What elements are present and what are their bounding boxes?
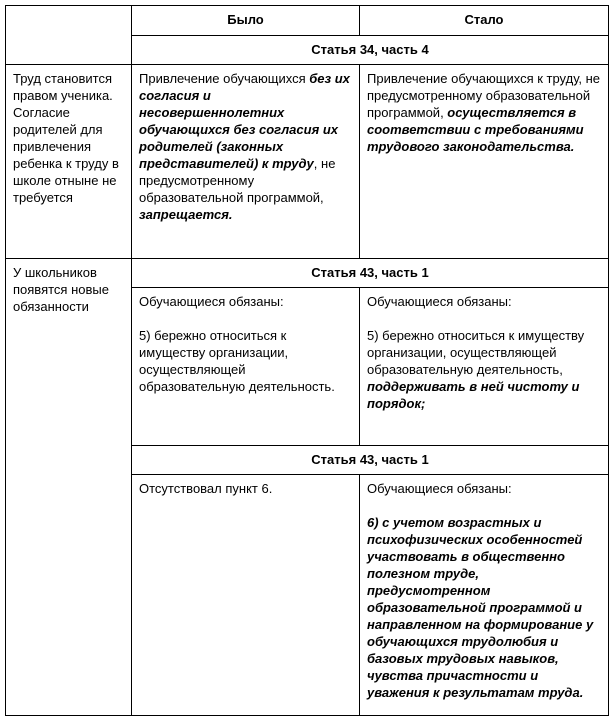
cell-point6-was — [132, 475, 360, 716]
section-title-row-article43-first — [6, 259, 609, 288]
section-title-article-43-part-1-first: Статья 43, часть 1 — [132, 259, 609, 288]
cell-point6-now-body: 6) с учетом возрастных и психофизических особенностей участвовать в общественно полезном труде, предусмотренном образовательной программой и направленном на формирование у обучающихся трудолюбия и базовых трудовых навыков, чувства причастности и уважения к результатам труда. — [367, 515, 594, 700]
cell-point5-was-intro: Обучающиеся обязаны: — [139, 294, 284, 309]
text-segment-emphasis: запрещается. — [139, 207, 233, 222]
text-segment: 5) бережно относиться к имуществу организации, осуществляющей образовательную деятельность, — [367, 328, 585, 377]
content-row-article34 — [6, 65, 609, 259]
cell-point6-now — [360, 475, 609, 716]
text-segment: Привлечение обучающихся к труду, не предусмотренному образовательной программой, — [367, 71, 601, 120]
cell-point5-was-body: 5) бережно относиться к имуществу организации, осуществляющей образовательную деятельность. — [139, 328, 335, 394]
section-title-article-43-part-1-second: Статья 43, часть 1 — [132, 446, 609, 475]
cell-point6-now-intro: Обучающиеся обязаны: — [367, 481, 512, 496]
text-segment-emphasis: осуществляется в соответствии с требованиями трудового законодательства. — [367, 105, 584, 154]
cell-article34-was — [132, 65, 360, 259]
cell-article34-was-paragraph — [139, 70, 352, 223]
cell-point5-now-body — [367, 327, 601, 412]
text-segment: Привлечение обучающихся — [139, 71, 310, 86]
section-title-article-34-part-4: Статья 34, часть 4 — [132, 36, 609, 65]
cell-article34-now — [360, 65, 609, 259]
cell-article34-now-paragraph — [367, 70, 601, 155]
text-segment-emphasis: без их согласия и несовершеннолетних обучающихся без согласия их родителей (законных представителей) к труду — [139, 71, 350, 171]
row-label-labor-right-text: Труд становится правом ученика. Согласие родителей для привлечения ребенка к труду в школе отныне не требуется — [13, 71, 119, 205]
row-label-new-duties-text: У школьников появятся новые обязанности — [13, 265, 109, 314]
cell-point5-was — [132, 288, 360, 446]
text-segment-emphasis: поддерживать в ней чистоту и порядок; — [367, 379, 580, 411]
row-label-new-duties — [6, 259, 132, 716]
cell-point5-now — [360, 288, 609, 446]
cell-point5-now-intro: Обучающиеся обязаны: — [367, 294, 512, 309]
col-header-now: Стало — [360, 6, 609, 36]
cell-point6-was-text: Отсутствовал пункт 6. — [139, 481, 273, 496]
comparison-table — [5, 5, 609, 716]
col-header-was: Было — [132, 6, 360, 36]
header-row — [6, 6, 609, 36]
top-left-empty-cell — [6, 6, 132, 65]
text-segment: , не предусмотренному образовательной программой, — [139, 156, 336, 205]
row-label-labor-right — [6, 65, 132, 259]
